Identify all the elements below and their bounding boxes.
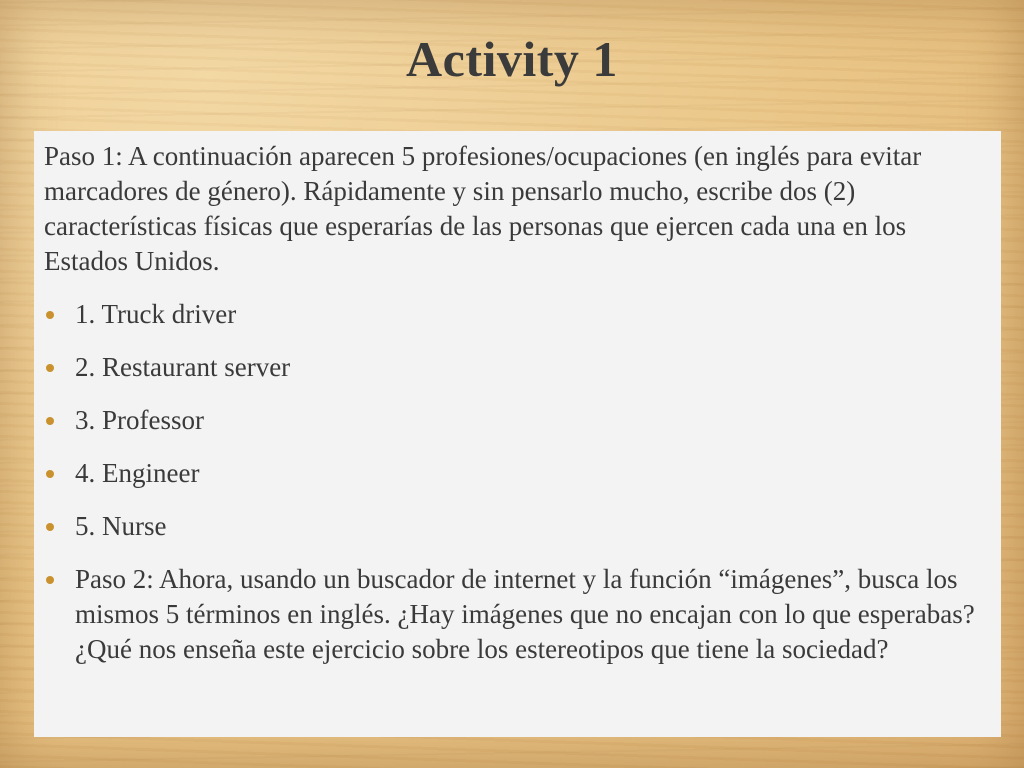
bullet-text: 3. Professor	[75, 405, 204, 435]
bullet-dot-icon	[46, 311, 54, 319]
bullet-text: 4. Engineer	[75, 458, 200, 488]
bullet-dot-icon	[46, 523, 54, 531]
bullet-item-professor	[44, 403, 981, 438]
bullet-item-restaurant-server	[44, 350, 981, 385]
bullet-dot-icon	[46, 364, 54, 372]
bullet-text: 1. Truck driver	[75, 299, 237, 329]
bullet-text: Paso 2: Ahora, usando un buscador de internet y la función “imágenes”, busca los mismos 5 términos en inglés. ¿Hay imágenes que no encajan con lo que esperabas? ¿Qué nos enseña este ejercicio sobre los estereotipos que tiene la sociedad?	[75, 564, 975, 664]
bullet-item-nurse	[44, 509, 981, 544]
content-panel	[34, 131, 1001, 737]
bullet-item-engineer	[44, 456, 981, 491]
slide-title: Activity 1	[406, 31, 618, 87]
bullet-list	[44, 297, 981, 667]
intro-paragraph: Paso 1: A continuación aparecen 5 profesiones/ocupaciones (en inglés para evitar marcadores de género). Rápidamente y sin pensarlo mucho, escribe dos (2) características físicas que esperarías de las personas que ejercen cada una en los Estados Unidos.	[44, 141, 922, 276]
bullet-text: 2. Restaurant server	[75, 352, 291, 382]
bullet-dot-icon	[46, 470, 54, 478]
bullet-dot-icon	[46, 417, 54, 425]
bullet-text: 5. Nurse	[75, 511, 167, 541]
bullet-item-paso-2	[44, 562, 981, 667]
bullet-item-truck-driver	[44, 297, 981, 332]
bullet-dot-icon	[46, 576, 54, 584]
